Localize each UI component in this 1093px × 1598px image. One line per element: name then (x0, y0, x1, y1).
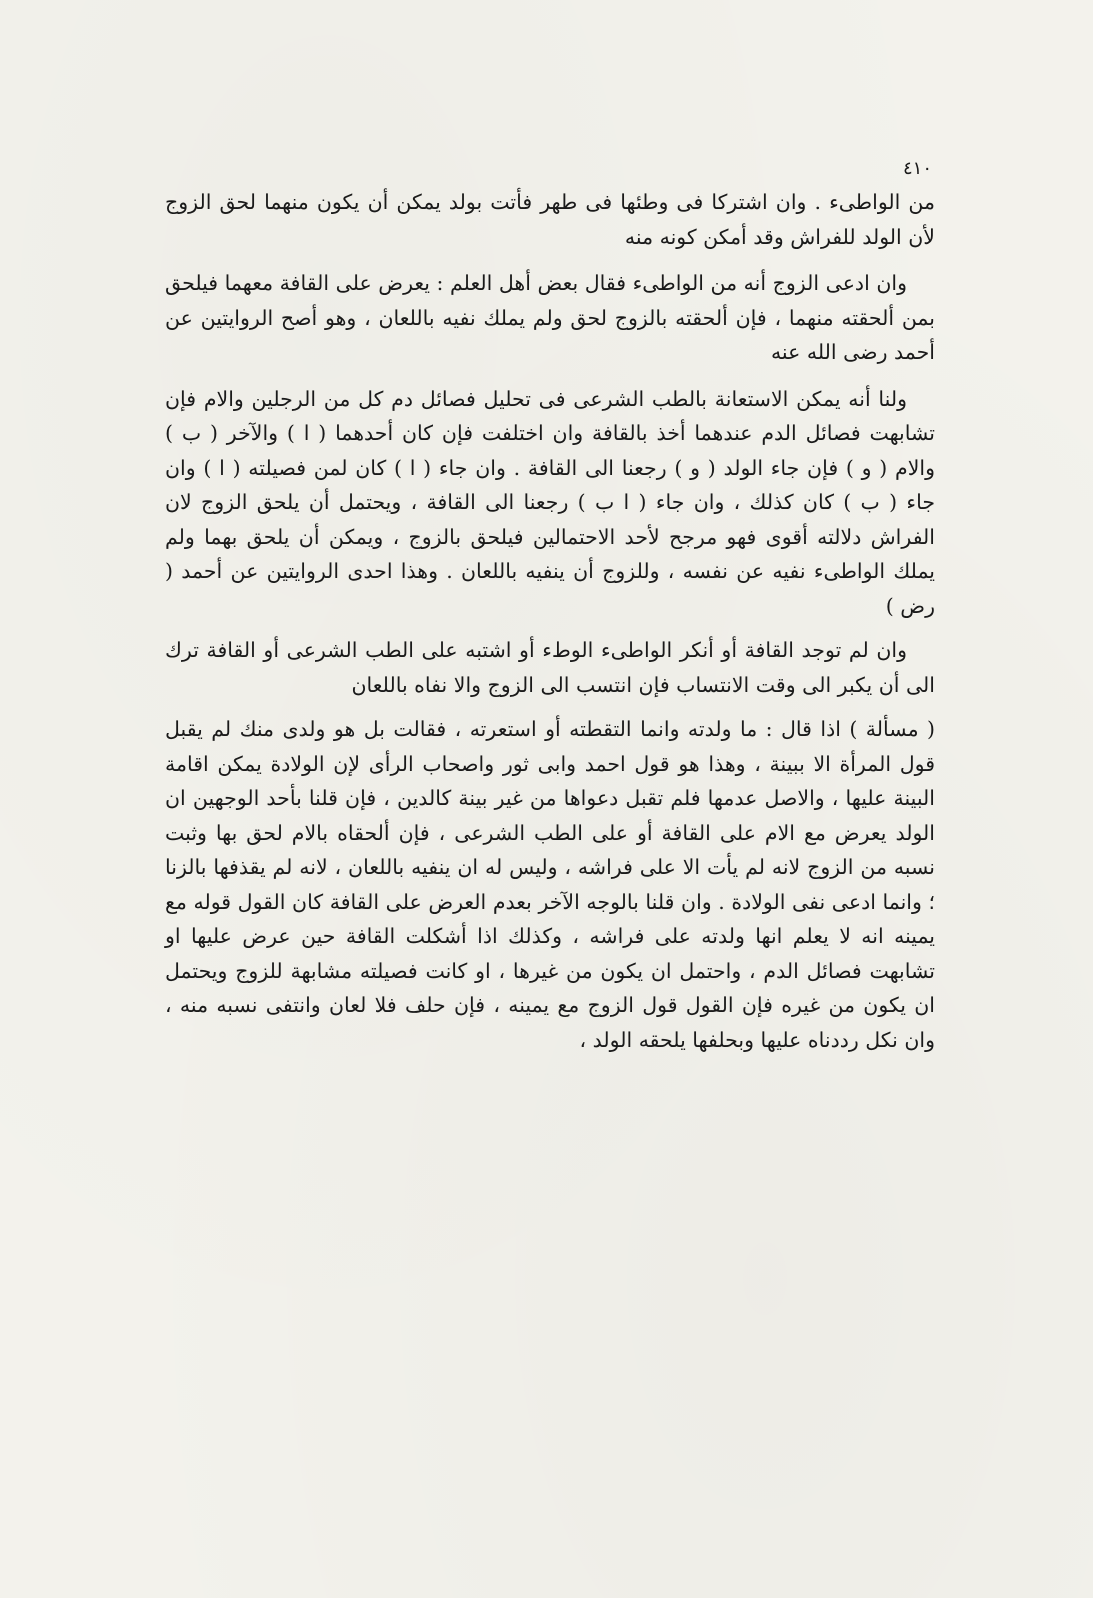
paragraph-5: ( مسألة ) اذا قال : ما ولدته وانما التقطته أو استعرته ، فقالت بل هو ولدى منك لم يقبل قول المرأة الا ببينة ، وهذا هو قول احمد وابى ثور واصحاب الرأى لإن الولادة يمكن اقامة البينة عليها ، والاصل عدمها فلم تقبل دعواها من غير بينة كالدين ، فإن قلنا بأحد الوجهين ان الولد يعرض مع الام على القافة أو على الطب الشرعى ، فإن ألحقاه بالام لحق بها وثبت نسبه من الزوج لانه لم يأت الا على فراشه ، وليس له ان ينفيه باللعان ، لانه لم يقذفها بالزنا ؛ وانما ادعى نفى الولادة . وان قلنا بالوجه الآخر بعدم العرض على القافة كان القول قوله مع يمينه انه لا يعلم انها ولدته على فراشه ، وكذلك اذا أشكلت القافة حين عرض عليها او تشابهت فصائل الدم ، واحتمل ان يكون من غيرها ، او كانت فصيلته مشابهة للزوج ويحتمل ان يكون من غيره فإن القول قول الزوج مع يمينه ، فإن حلف فلا لعان وانتفى نسبه منه ، وان نكل رددناه عليها وبحلفها يلحقه الولد ، (165, 717, 935, 1052)
page-number: ٤١٠ (902, 158, 932, 179)
paragraph-1: من الواطىء . وان اشتركا فى وطئها فى طهر فأتت بولد يمكن أن يكون منهما لحق الزوج لأن الولد للفراش وقد أمكن كونه منه (165, 190, 935, 249)
paragraph-4: وان لم توجد القافة أو أنكر الواطىء الوطء أو اشتبه على الطب الشرعى أو القافة ترك الى أن يكبر الى وقت الانتساب فإن انتسب الى الزوج والا نفاه باللعان (165, 638, 935, 697)
body-text (165, 185, 935, 1057)
paragraph-3: ولنا أنه يمكن الاستعانة بالطب الشرعى فى تحليل فصائل دم كل من الرجلين والام فإن تشابهت فصائل الدم عندهما أخذ بالقافة وان اختلفت فإن كان أحدهما ( ا ) والآخر ( ب ) والام ( و ) فإن جاء الولد ( و ) رجعنا الى القافة . وان جاء ( ا ) كان لمن فصيلته ( ا ) وان جاء ( ب ) كان كذلك ، وان جاء ( ا ب ) رجعنا الى القافة ، ويحتمل أن يلحق الزوج لان الفراش دلالته أقوى فهو مرجح لأحد الاحتمالين فيلحق بالزوج ، ويمكن أن يلحق بهما ولم يملك الواطىء نفيه عن نفسه ، وللزوج أن ينفيه باللعان . وهذا احدى الروايتين عن أحمد ( رض ) (165, 386, 935, 618)
paragraph-2: وان ادعى الزوج أنه من الواطىء فقال بعض أهل العلم : يعرض على القافة معهما فيلحق بمن ألحقته منهما ، فإن ألحقته بالزوج لحق ولم يملك نفيه باللعان ، وهو أصح الروايتين عن أحمد رضى الله عنه (165, 271, 935, 364)
